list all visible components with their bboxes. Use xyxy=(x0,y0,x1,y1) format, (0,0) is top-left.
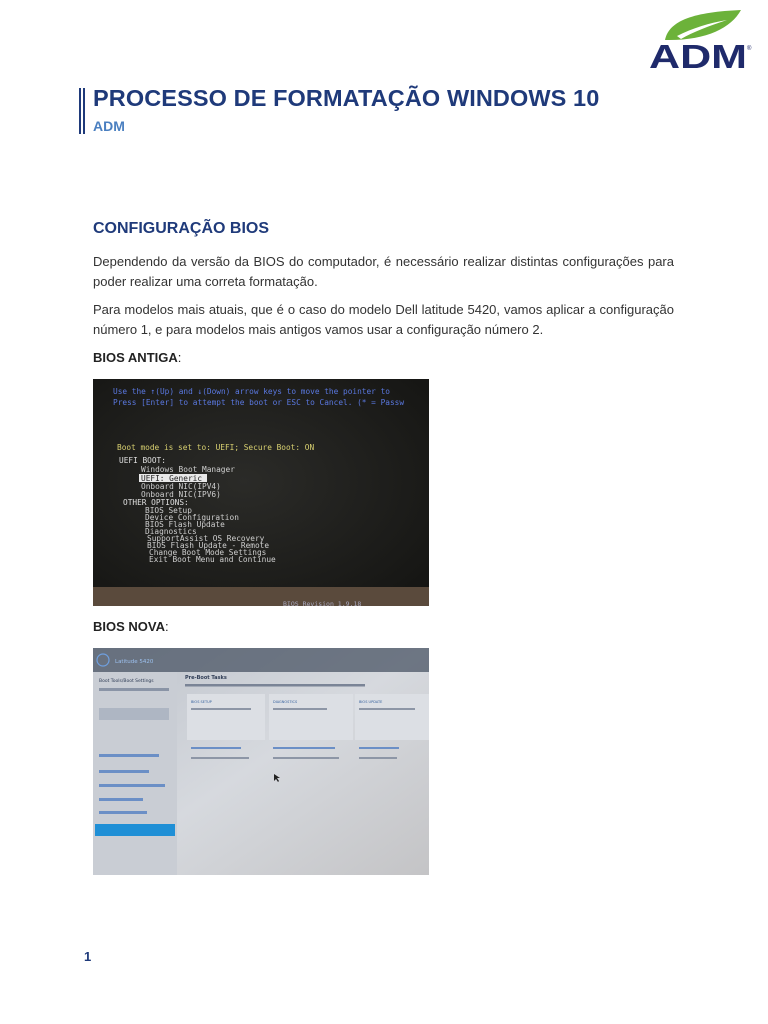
paragraph-1: Dependendo da versão da BIOS do computador, é necessário realizar distintas configurações para poder realizar uma correta formatação. xyxy=(93,254,674,289)
section-heading: CONFIGURAÇÃO BIOS xyxy=(93,220,269,237)
title-accent-bar xyxy=(79,88,85,134)
bios-line: Device Configuration xyxy=(145,513,239,522)
bios-line: Onboard NIC(IPV4) xyxy=(141,482,221,491)
svg-text:DIAGNOSTICS: DIAGNOSTICS xyxy=(273,700,298,704)
svg-text:Pre-Boot Tasks: Pre-Boot Tasks xyxy=(185,675,227,681)
bios-line: Exit Boot Menu and Continue xyxy=(149,555,276,564)
svg-text:BIOS UPDATE: BIOS UPDATE xyxy=(359,700,383,704)
page-number: 1 xyxy=(84,949,92,964)
svg-text:Boot Tools/Boot Settings: Boot Tools/Boot Settings xyxy=(99,679,154,684)
bios-line: Onboard NIC(IPV6) xyxy=(141,490,221,499)
old-bios-photo xyxy=(93,379,429,606)
bios-line: SupportAssist OS Recovery xyxy=(147,534,265,543)
bios-revision: BIOS Revision 1.9.18 xyxy=(283,600,362,606)
bios-line: Press [Enter] to attempt the boot or ESC to Cancel. (* = Passw xyxy=(113,398,405,407)
page-title: PROCESSO DE FORMATAÇÃO WINDOWS 10 xyxy=(93,85,600,111)
bios-line: BIOS Flash Update xyxy=(145,520,225,529)
svg-text:®: ® xyxy=(747,46,752,52)
bios-line-selected: UEFI: Generic xyxy=(141,474,203,483)
svg-text:BIOS SETUP: BIOS SETUP xyxy=(191,700,212,704)
bios-line: UEFI BOOT: xyxy=(119,456,166,465)
svg-text:Latitude 5420: Latitude 5420 xyxy=(115,659,154,665)
bios-line: BIOS Setup xyxy=(145,506,192,515)
new-bios-photo xyxy=(93,648,429,875)
bios-line: Diagnostics xyxy=(145,527,197,536)
new-bios-label: BIOS NOVA: xyxy=(93,619,169,634)
old-bios-label: BIOS ANTIGA: xyxy=(93,350,182,365)
adm-logo xyxy=(647,6,753,70)
bios-line: OTHER OPTIONS: xyxy=(123,498,189,507)
bios-line: Use the ↑(Up) and ↓(Down) arrow keys to move the pointer to xyxy=(113,387,390,396)
leaf-icon xyxy=(665,10,741,40)
page-subtitle: ADM xyxy=(93,118,125,134)
bios-line: Change Boot Mode Settings xyxy=(149,548,267,557)
bios-line: BIOS Flash Update - Remote xyxy=(147,541,270,550)
logo-text: ADM xyxy=(649,38,747,70)
bios-line: Windows Boot Manager xyxy=(141,465,235,474)
bios-line: Boot mode is set to: UEFI; Secure Boot: ON xyxy=(117,443,315,452)
paragraph-2: Para modelos mais atuais, que é o caso do modelo Dell latitude 5420, vamos aplicar a configuração número 1, e para modelos mais antigos vamos usar a configuração número 2. xyxy=(93,302,674,337)
